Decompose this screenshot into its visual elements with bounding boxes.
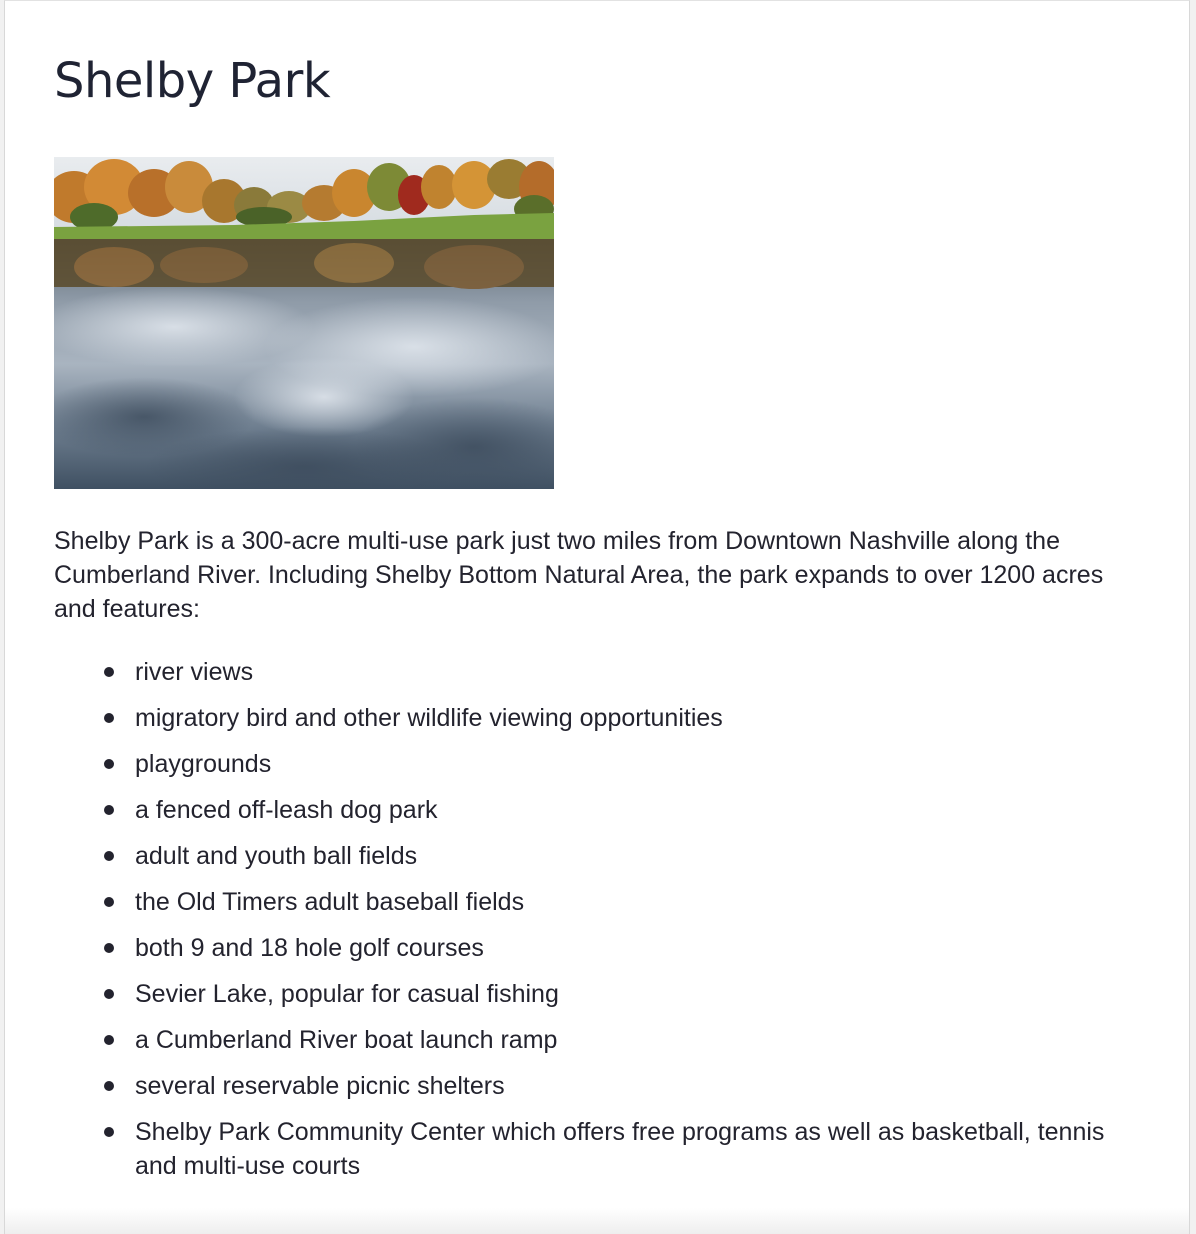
list-item	[54, 931, 1134, 965]
list-item	[54, 1023, 1134, 1057]
bullet-icon	[104, 713, 114, 723]
list-item-text: Sevier Lake, popular for casual fishing	[135, 980, 559, 1008]
bullet-icon	[104, 943, 114, 953]
card-bottom-edge	[5, 1208, 1189, 1234]
content-card	[4, 0, 1190, 1234]
list-item-text: several reservable picnic shelters	[135, 1072, 505, 1100]
bullet-icon	[104, 897, 114, 907]
list-item	[54, 1069, 1134, 1103]
bullet-icon	[104, 1035, 114, 1045]
list-item	[54, 885, 1134, 919]
bullet-icon	[104, 667, 114, 677]
list-item	[54, 655, 1134, 689]
park-description: Shelby Park is a 300-acre multi-use park just two miles from Downtown Nashville along the Cumberland River. Including Shelby Bottom Natural Area, the park expands to over 1200 acres and features:	[54, 527, 1104, 623]
list-item	[54, 977, 1134, 1011]
features-list	[54, 655, 1134, 1195]
list-item-text: a fenced off-leash dog park	[135, 796, 438, 824]
list-item	[54, 701, 1134, 735]
park-photo	[54, 157, 554, 489]
list-item-text: both 9 and 18 hole golf courses	[135, 934, 484, 962]
list-item-text: playgrounds	[135, 750, 272, 778]
list-item-text: migratory bird and other wildlife viewing opportunities	[135, 704, 723, 732]
list-item	[54, 839, 1134, 873]
list-item	[54, 1115, 1134, 1183]
bullet-icon	[104, 1127, 114, 1137]
bullet-icon	[104, 1081, 114, 1091]
list-item-text: river views	[135, 658, 254, 686]
bullet-icon	[104, 805, 114, 815]
bullet-icon	[104, 851, 114, 861]
list-item	[54, 747, 1134, 781]
list-item-text: Shelby Park Community Center which offers free programs as well as basketball, tennis and multi-use courts	[135, 1118, 1105, 1180]
page-title: Shelby Park	[54, 53, 331, 109]
list-item-text: adult and youth ball fields	[135, 842, 418, 870]
list-item-text: a Cumberland River boat launch ramp	[135, 1026, 558, 1054]
list-item	[54, 793, 1134, 827]
bullet-icon	[104, 759, 114, 769]
list-item-text: the Old Timers adult baseball fields	[135, 888, 525, 916]
bullet-icon	[104, 989, 114, 999]
